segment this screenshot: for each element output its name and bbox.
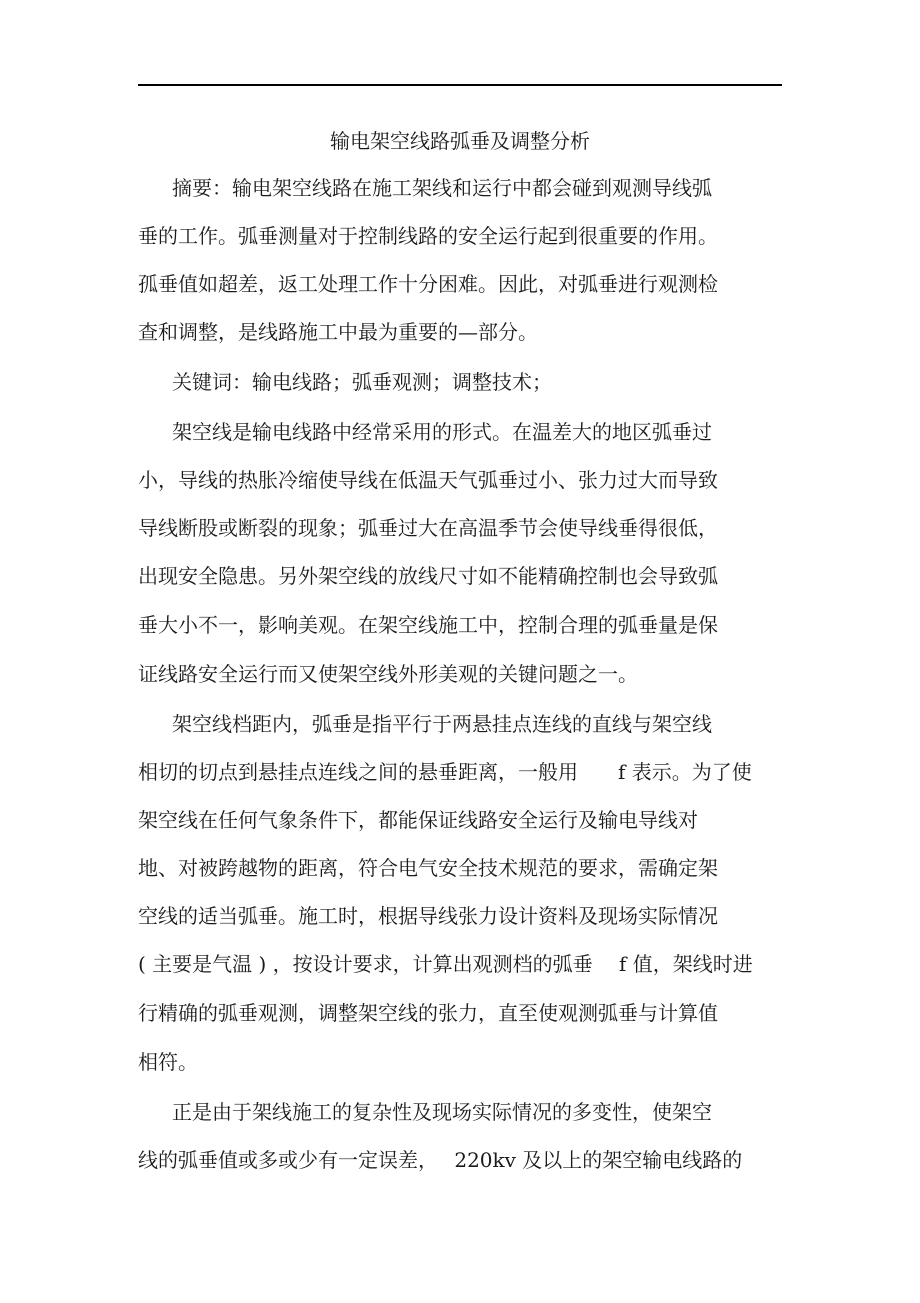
body-line: 架空线在任何气象条件下，都能保证线路安全运行及输电导线对 [138,808,698,832]
body-line: 线的弧垂值或多或少有一定误差， 220kv 及以上的架空输电线路的 [138,1148,743,1172]
body-line: 相切的切点到悬挂点连线之间的悬垂距离，一般用 f 表示。为了使 [138,760,752,784]
keywords-line: 关键词：输电线路；弧垂观测；调整技术； [172,370,552,394]
body-line: 相符。 [138,1050,198,1074]
body-line: 小，导线的热胀冷缩使导线在低温天气弧垂过小、张力过大而导致 [138,468,718,492]
body-line: 行精确的弧垂观测，调整架空线的张力，直至使观测弧垂与计算值 [138,1001,718,1025]
body-line: 证线路安全运行而又使架空线外形美观的关键问题之一。 [138,662,638,686]
body-line: 垂大小不一，影响美观。在架空线施工中，控制合理的弧垂量是保 [138,613,718,637]
body-line: 查和调整，是线路施工中最为重要的—部分。 [138,320,538,344]
body-line: ( 主要是气温 ) ，按设计要求，计算出观测档的弧垂 f 值，架线时进 [138,952,753,976]
body-line: 架空线是输电线路中经常采用的形式。在温差大的地区弧垂过 [172,420,712,444]
body-line: 正是由于架线施工的复杂性及现场实际情况的多变性，使架空 [172,1100,712,1124]
body-line: 摘要：输电架空线路在施工架线和运行中都会碰到观测导线弧 [172,176,712,200]
body-line: 地、对被跨越物的距离，符合电气安全技术规范的要求，需确定架 [138,856,718,880]
body-line: 出现安全隐患。另外架空线的放线尺寸如不能精确控制也会导致弧 [138,564,718,588]
body-line: 架空线档距内，弧垂是指平行于两悬挂点连线的直线与架空线 [172,712,712,736]
header-rule [138,84,782,86]
body-line: 孤垂值如超差，返工处理工作十分困难。因此，对弧垂进行观测检 [138,272,718,296]
body-line: 导线断股或断裂的现象；弧垂过大在高温季节会使导线垂得很低， [138,516,718,540]
body-line: 空线的适当弧垂。施工时，根据导线张力设计资料及现场实际情况 [138,904,718,928]
body-line: 垂的工作。弧垂测量对于控制线路的安全运行起到很重要的作用。 [138,224,718,248]
document-title: 输电架空线路弧垂及调整分析 [330,129,590,153]
